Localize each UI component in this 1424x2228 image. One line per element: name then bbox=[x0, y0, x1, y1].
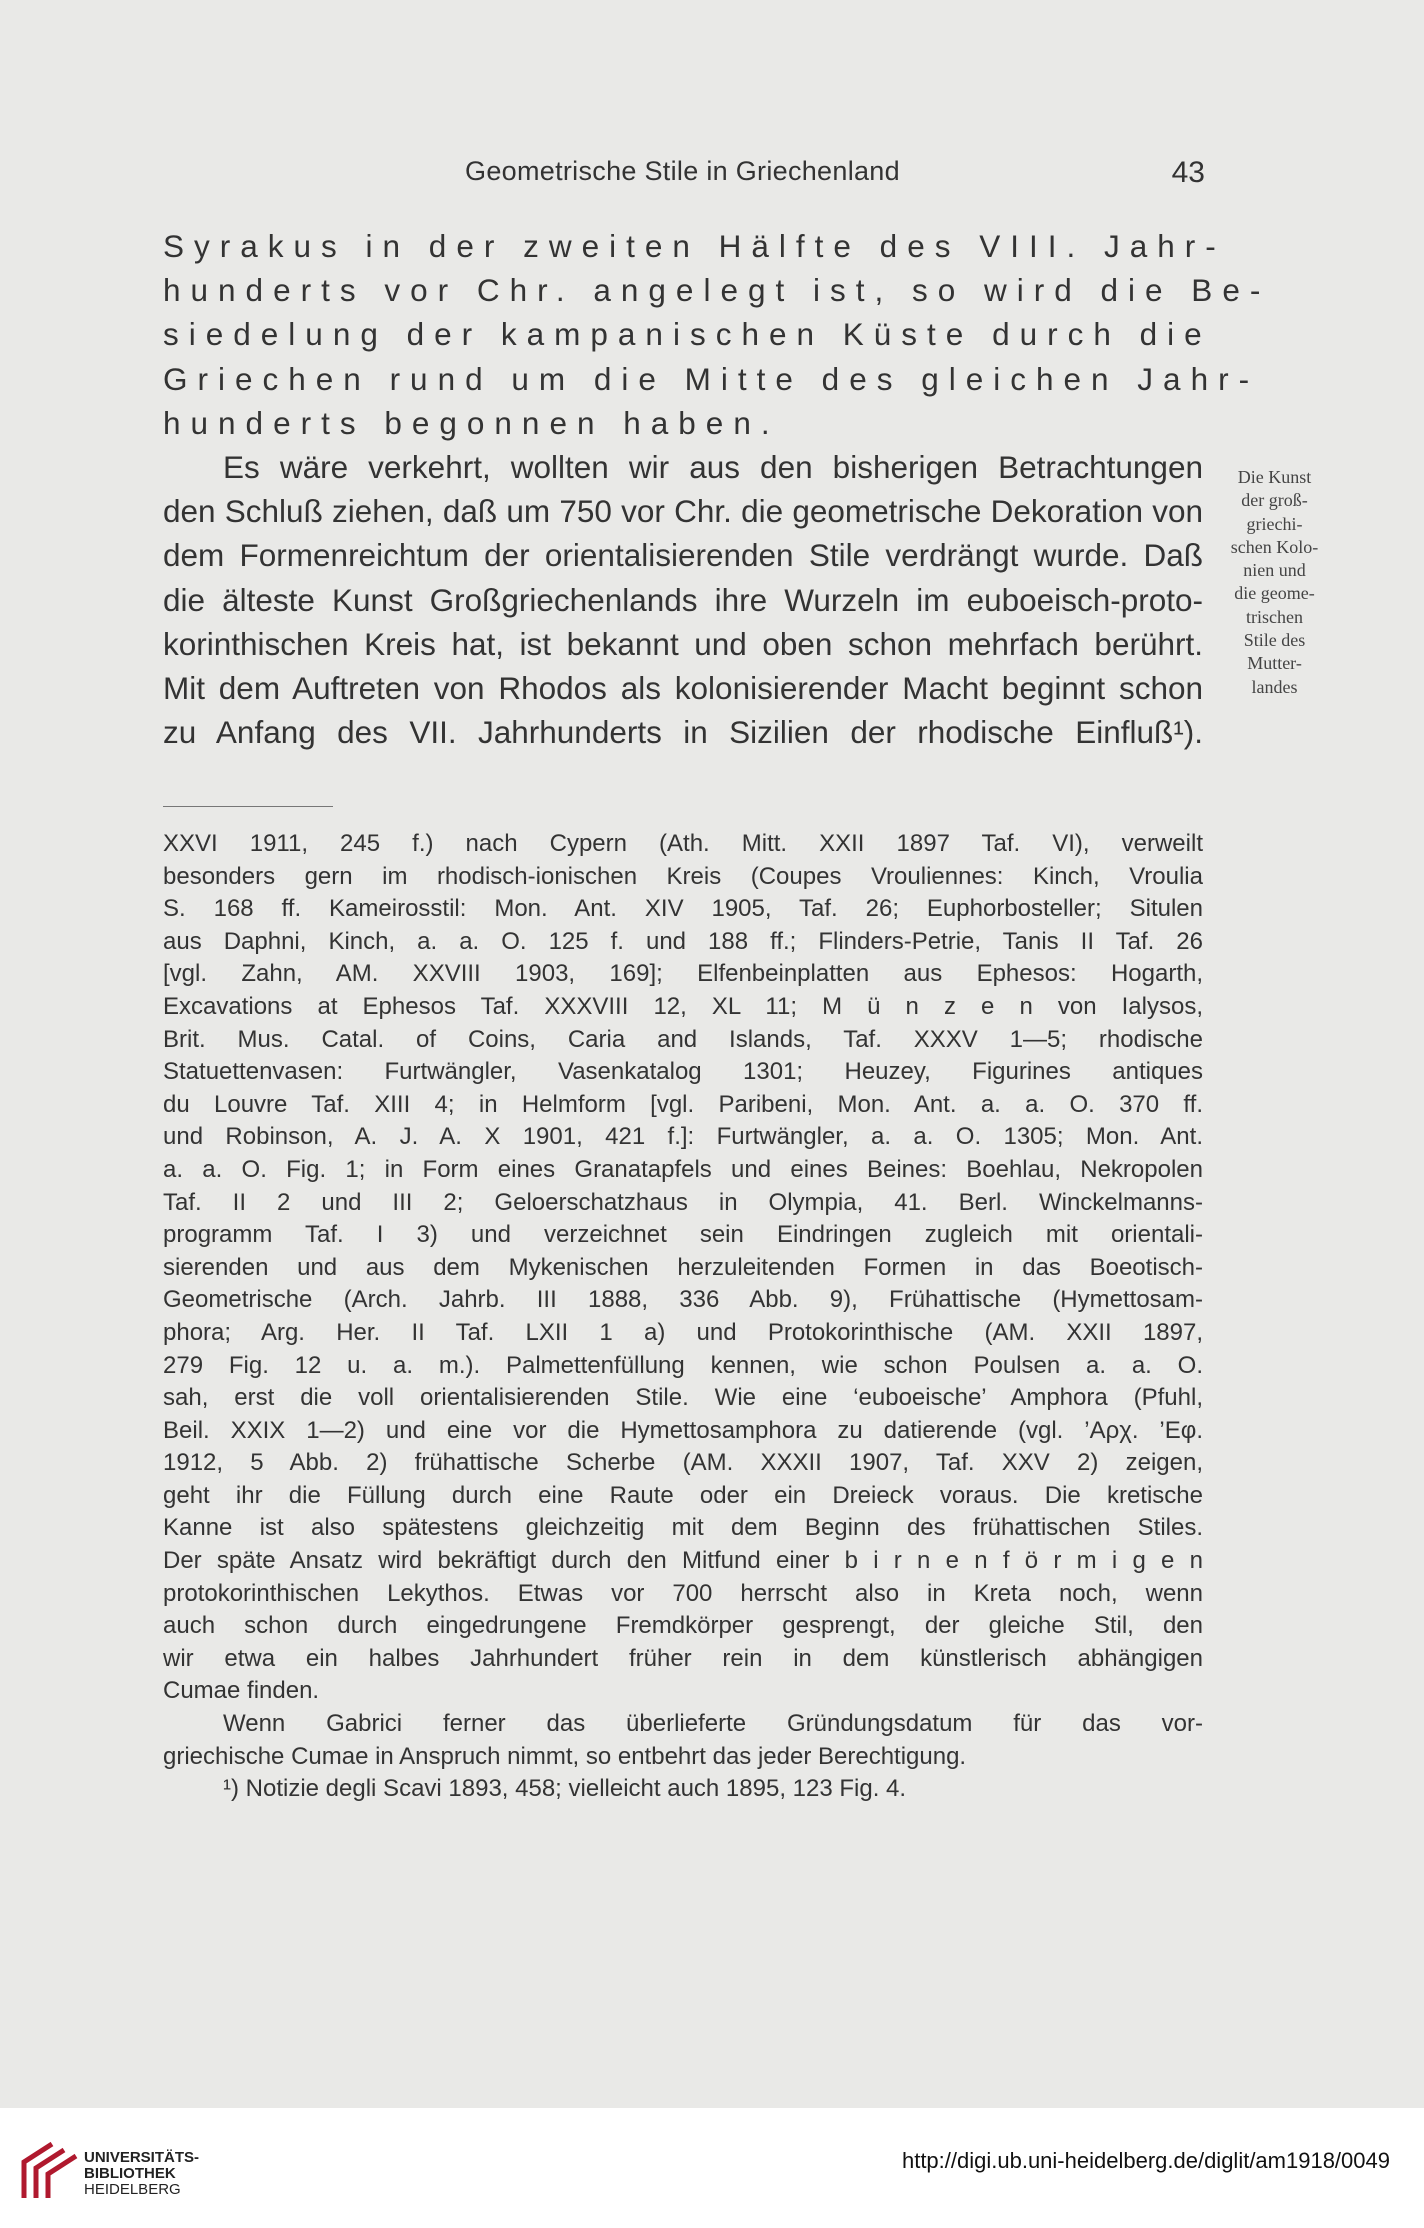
margin-note-line: nien und bbox=[1243, 560, 1306, 581]
margin-note-line: Mutter- bbox=[1247, 653, 1302, 674]
footnote-line: Beil. XXIX 1—2) und eine vor die Hymettosamphora zu datierende (vgl. ’Αρχ. ’Εφ. bbox=[163, 1416, 1203, 1444]
margin-note-line: die geome- bbox=[1234, 583, 1315, 604]
footnote-line: Excavations at Ephesos Taf. XXXVIII 12, XL 11; M ü n z e n von Ialysos, bbox=[163, 992, 1203, 1020]
text-line: zu Anfang des VII. Jahrhunderts in Sizilien der rhodische Einfluß¹). bbox=[163, 714, 1203, 751]
library-name bbox=[84, 2150, 199, 2198]
footnote-line: besonders gern im rhodisch-ionischen Kreis (Coupes Vrouliennes: Kinch, Vroulia bbox=[163, 862, 1203, 890]
footnote-line: du Louvre Taf. XIII 4; in Helmform [vgl. Paribeni, Mon. Ant. a. a. O. 370 ff. bbox=[163, 1090, 1203, 1118]
source-url[interactable]: http://digi.ub.uni-heidelberg.de/diglit/am1918/0049 bbox=[901, 2148, 1390, 2173]
footnote-line: XXVI 1911, 245 f.) nach Cypern (Ath. Mitt. XXII 1897 Taf. VI), verweilt bbox=[163, 830, 1203, 857]
footnote-line: griechische Cumae in Anspruch nimmt, so entbehrt das jeder Berechtigung. bbox=[163, 1742, 967, 1770]
text-line: den Schluß ziehen, daß um 750 vor Chr. die geometrische Dekoration von bbox=[163, 493, 1203, 530]
library-name-line: BIBLIOTHEK bbox=[84, 2165, 176, 2182]
paragraph-2 bbox=[163, 445, 1203, 754]
footnote-line: Kanne ist also spätestens gleichzeitig mit dem Beginn des frühattischen Stiles. bbox=[163, 1514, 1203, 1542]
footnote-line: aus Daphni, Kinch, a. a. O. 125 f. und 188 ff.; Flinders-Petrie, Tanis II Taf. 26 bbox=[163, 927, 1203, 955]
margin-note-line: landes bbox=[1251, 676, 1298, 697]
footnote-line: geht ihr die Füllung durch eine Raute oder ein Dreieck voraus. Die kretische bbox=[163, 1481, 1203, 1509]
footnote-line: auch schon durch eingedrungene Fremdkörper gesprengt, der gleiche Stil, den bbox=[163, 1612, 1203, 1640]
text-line: Griechen rund um die Mitte des gleichen Jahr- bbox=[163, 360, 1260, 397]
footnote-line: Cumae finden. bbox=[163, 1677, 320, 1705]
margin-note-line: griechi- bbox=[1246, 513, 1303, 534]
footnote-line: wir etwa ein halbes Jahrhundert früher rein in dem künstlerisch abhängigen bbox=[163, 1644, 1203, 1672]
text-line: Mit dem Auftreten von Rhodos als kolonisierender Macht beginnt schon bbox=[163, 670, 1203, 707]
text-line: hunderts begonnen haben. bbox=[163, 404, 780, 441]
text-line: dem Formenreichtum der orientalisierenden Stile verdrängt wurde. Daß bbox=[163, 537, 1203, 574]
text-line: Syrakus in der zweiten Hälfte des VIII. Jahr- bbox=[163, 228, 1226, 264]
footnote-line: ¹) Notizie degli Scavi 1893, 458; vielleicht auch 1895, 123 Fig. 4. bbox=[223, 1775, 907, 1803]
margin-note-line: trischen bbox=[1246, 606, 1303, 627]
footnote-line: S. 168 ff. Kameirosstil: Mon. Ant. XIV 1905, Taf. 26; Euphorbosteller; Situlen bbox=[163, 895, 1203, 923]
margin-note-line: Stile des bbox=[1243, 630, 1306, 651]
footnote-line: [vgl. Zahn, AM. XXVIII 1903, 169]; Elfenbeinplatten aus Ephesos: Hogarth, bbox=[163, 960, 1203, 988]
footnote-line: programm Taf. I 3) und verzeichnet sein Eindringen zugleich mit orientali- bbox=[163, 1221, 1203, 1249]
page-number: 43 bbox=[1171, 156, 1205, 189]
paragraph-1 bbox=[163, 224, 1271, 445]
running-header bbox=[160, 156, 1205, 196]
footnote-line: protokorinthischen Lekythos. Etwas vor 700 herrscht also in Kreta noch, wenn bbox=[163, 1579, 1203, 1607]
margin-note-line: Die Kunst bbox=[1237, 467, 1312, 487]
footnotes bbox=[163, 828, 1203, 1806]
footnote-line: Der späte Ansatz wird bekräftigt durch den Mitfund einer b i r n e n f ö r m i g e n bbox=[163, 1547, 1203, 1575]
footnote-line: und Robinson, A. J. A. X 1901, 421 f.]: Furtwängler, a. a. O. 1305; Mon. Ant. bbox=[163, 1123, 1203, 1151]
text-line: siedelung der kampanischen Küste durch die bbox=[163, 316, 1212, 353]
footnote-line: sierenden und aus dem Mykenischen herzuleitenden Formen in das Boeotisch- bbox=[163, 1253, 1203, 1281]
text-line: die älteste Kunst Großgriechenlands ihre Wurzeln im euboeisch-proto- bbox=[163, 581, 1203, 618]
footnote-line: Brit. Mus. Catal. of Coins, Caria and Islands, Taf. XXXV 1—5; rhodische bbox=[163, 1025, 1203, 1053]
footnote-line: phora; Arg. Her. II Taf. LXII 1 a) und Protokorinthische (AM. XXII 1897, bbox=[163, 1318, 1203, 1346]
text-line: hunderts vor Chr. angelegt ist, so wird die Be- bbox=[163, 272, 1271, 309]
text-line: Es wäre verkehrt, wollten wir aus den bisherigen Betrachtungen bbox=[223, 449, 1203, 486]
margin-note bbox=[1212, 466, 1337, 699]
footnote-line: sah, erst die voll orientalisierenden Stile. Wie eine ‘euboeische’ Amphora (Pfuhl, bbox=[163, 1384, 1203, 1412]
library-logo-icon bbox=[18, 2140, 78, 2202]
margin-note-line: schen Kolo- bbox=[1230, 536, 1319, 557]
footnote-line: 279 Fig. 12 u. a. m.). Palmettenfüllung kennen, wie schon Poulsen a. a. O. bbox=[163, 1351, 1203, 1379]
library-name-line: HEIDELBERG bbox=[84, 2181, 181, 2198]
main-text bbox=[163, 224, 1271, 754]
footnote-line: Statuettenvasen: Furtwängler, Vasenkatalog 1301; Heuzey, Figurines antiques bbox=[163, 1058, 1203, 1086]
margin-note-line: der groß- bbox=[1241, 490, 1308, 511]
text-line: korinthischen Kreis hat, ist bekannt und oben schon mehrfach berührt. bbox=[163, 625, 1203, 662]
footnote-line: Wenn Gabrici ferner das überlieferte Gründungsdatum für das vor- bbox=[223, 1710, 1203, 1738]
footnote-line: a. a. O. Fig. 1; in Form eines Granatapfels und eines Beines: Boehlau, Nekropolen bbox=[163, 1155, 1203, 1183]
library-name-line: UNIVERSITÄTS- bbox=[84, 2149, 200, 2166]
footnote-separator bbox=[163, 806, 333, 807]
running-title: Geometrische Stile in Griechenland bbox=[465, 156, 900, 186]
footnote-line: Taf. II 2 und III 2; Geloerschatzhaus in Olympia, 41. Berl. Winckelmanns- bbox=[163, 1188, 1203, 1216]
footnote-line: Geometrische (Arch. Jahrb. III 1888, 336 Abb. 9), Frühattische (Hymettosam- bbox=[163, 1286, 1203, 1314]
footnote-line: 1912, 5 Abb. 2) frühattische Scherbe (AM. XXXII 1907, Taf. XXV 2) zeigen, bbox=[163, 1449, 1203, 1477]
